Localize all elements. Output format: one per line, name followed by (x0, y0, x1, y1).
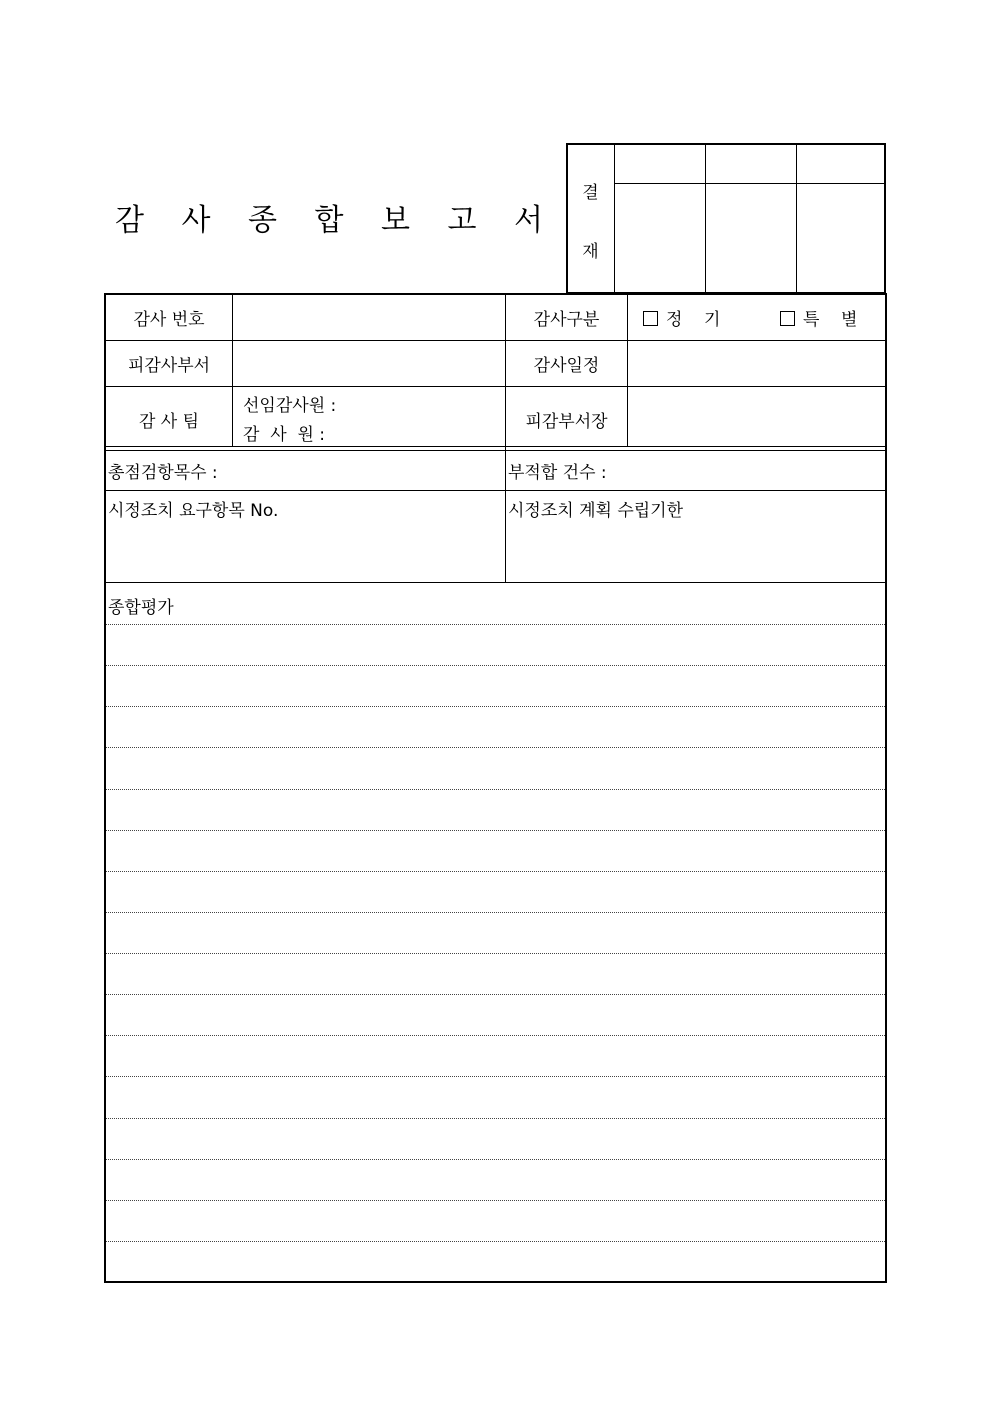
writing-line (106, 1200, 885, 1201)
checkbox-special-label: 특 별 (803, 310, 858, 330)
approval-sign-3[interactable] (796, 184, 884, 292)
audit-schedule-field[interactable] (629, 342, 884, 385)
writing-line (106, 1241, 885, 1242)
label-audit-type: 감사구분 (533, 310, 600, 330)
label-audit-schedule: 감사일정 (533, 356, 600, 376)
writing-line (106, 1118, 885, 1119)
writing-line (106, 994, 885, 995)
checkbox-icon (643, 311, 658, 326)
label-corrective-items: 시정조치 요구항목 No. (108, 501, 279, 521)
checkbox-special[interactable] (780, 305, 857, 330)
writing-line (106, 1035, 885, 1036)
label-audit-number: 감사 번호 (133, 310, 205, 330)
label-audited-dept: 피감사부서 (127, 356, 211, 376)
label-nonconformity-count: 부적합 건수 : (508, 463, 607, 483)
label-corrective-deadline: 시정조치 계획 수립기한 (508, 501, 684, 521)
label-auditor: 감 사 원 : (243, 425, 326, 445)
checkbox-icon (780, 311, 795, 326)
writing-line (106, 1076, 885, 1077)
page-title: 감 사 종 합 보 고 서 (114, 203, 558, 238)
checkbox-regular-label: 정 기 (666, 310, 721, 330)
approval-label-bottom: 재 (582, 242, 599, 262)
writing-line (106, 1159, 885, 1160)
audited-dept-field[interactable] (234, 342, 504, 385)
writing-line (106, 789, 885, 790)
writing-line (106, 912, 885, 913)
audit-number-field[interactable] (234, 296, 504, 339)
approval-label-top: 결 (582, 183, 599, 203)
checkbox-regular[interactable] (643, 305, 720, 330)
writing-line (106, 624, 885, 625)
writing-line (106, 747, 885, 748)
label-total-check-items: 총점검항목수 : (108, 463, 218, 483)
writing-line (106, 830, 885, 831)
writing-line (106, 665, 885, 666)
approval-sign-2[interactable] (705, 184, 795, 292)
label-audited-head: 피감부서장 (525, 412, 608, 432)
writing-line (106, 871, 885, 872)
label-audit-team: 감 사 팀 (138, 412, 200, 432)
writing-line (106, 706, 885, 707)
label-senior-auditor: 선임감사원 : (243, 396, 337, 416)
approval-sign-1[interactable] (614, 184, 704, 292)
label-overall-evaluation: 종합평가 (108, 598, 174, 618)
audited-head-field[interactable] (629, 388, 884, 445)
writing-line (106, 953, 885, 954)
approval-label (568, 145, 613, 292)
